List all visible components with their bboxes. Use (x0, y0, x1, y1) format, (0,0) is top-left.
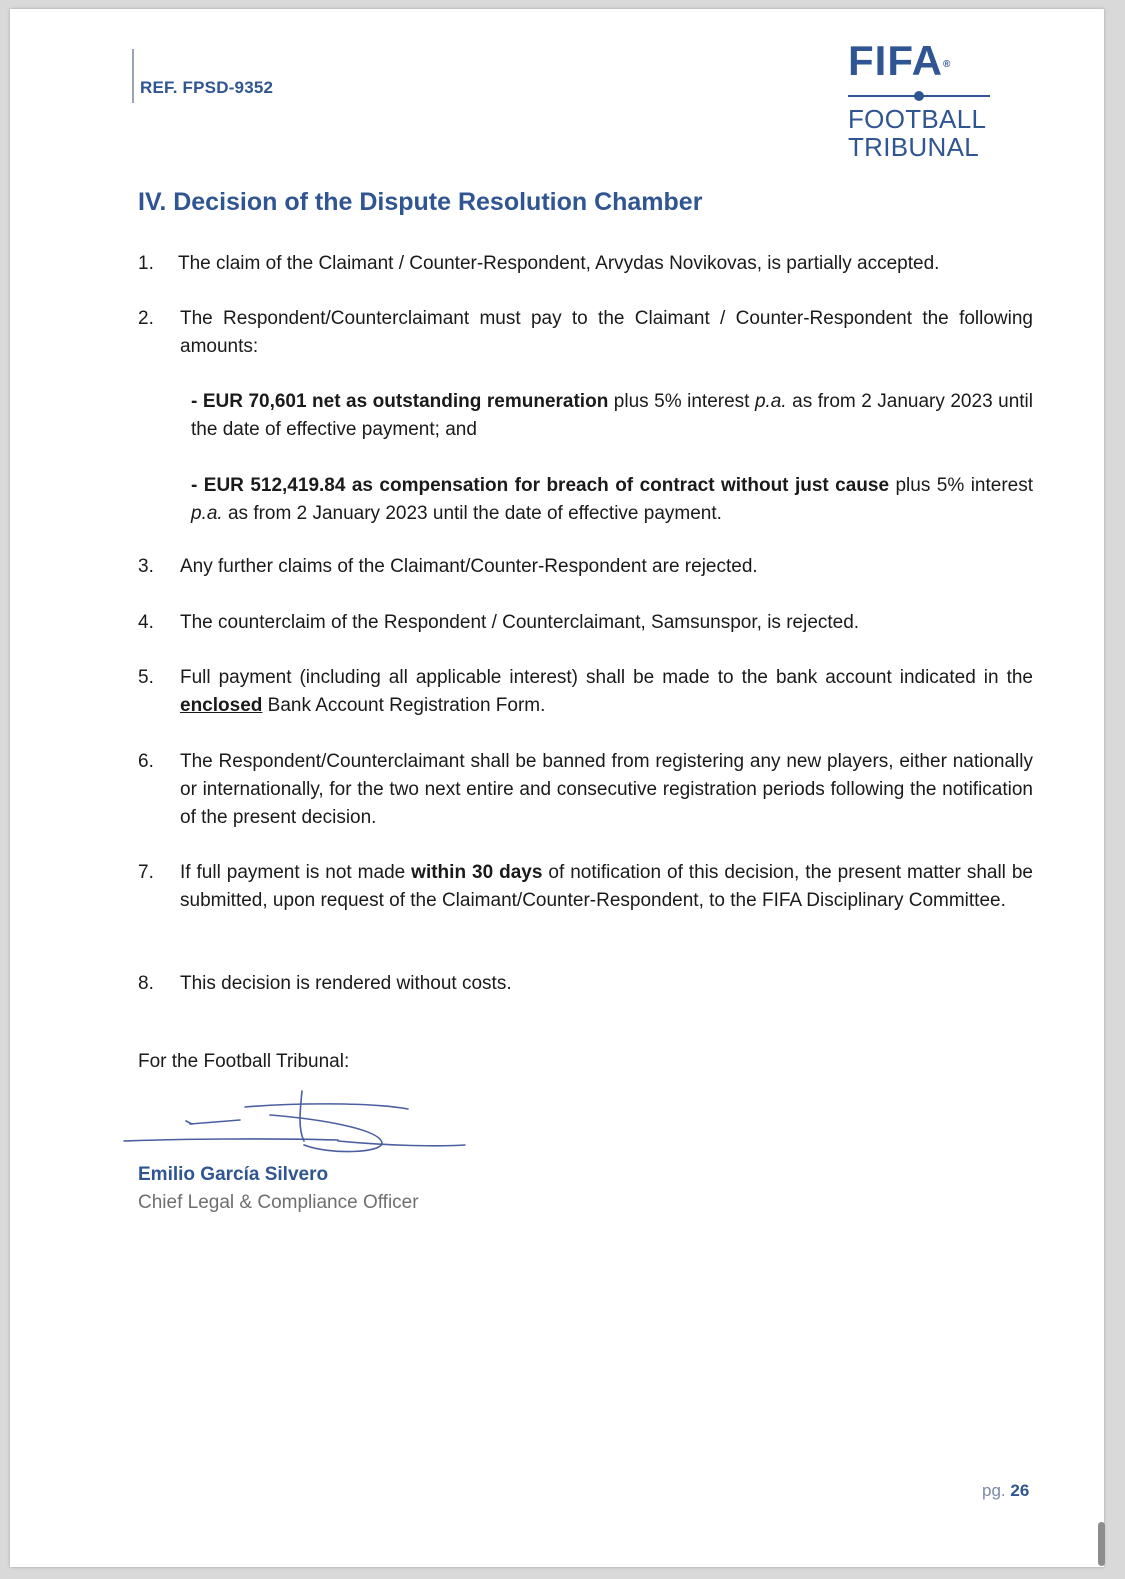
decision-item-7: 7. If full payment is not made within 30 days of notification of this decision, the present matter shall be submitted, upon request of the Claimant/Counter-Respondent, to the FIFA Disciplinary Committee. (138, 862, 1033, 911)
logo-divider (848, 95, 990, 97)
decision-item-2: 2. The Respondent/Counterclaimant must pay to the Claimant / Counter-Respondent the following amounts: (138, 308, 1033, 357)
fifa-football-tribunal-logo (848, 39, 998, 161)
page-number: pg. 26 (982, 1481, 1030, 1500)
decision-item-3: 3. Any further claims of the Claimant/Counter-Respondent are rejected. (138, 556, 758, 577)
decision-item-8: 8. This decision is rendered without costs. (138, 973, 512, 994)
decision-item-6: 6. The Respondent/Counterclaimant shall be banned from registering any new players, either nationally or internationally, for the two next entire and consecutive registration periods following the notification of the present decision. (138, 751, 1033, 828)
logo-tribunal: TRIBUNAL (848, 132, 979, 162)
decision-item-1: 1. The claim of the Claimant / Counter-Respondent, Arvydas Novikovas, is partially accepted. (138, 253, 940, 274)
decision-item-5: 5. Full payment (including all applicable interest) shall be made to the bank account indicated in the enclosed Bank Account Registration Form. (138, 667, 1033, 716)
logo-dot-icon (914, 91, 924, 101)
section-heading: IV. Decision of the Dispute Resolution Chamber (138, 188, 703, 216)
decision-item-4: 4. The counterclaim of the Respondent / Counterclaimant, Samsunspor, is rejected. (138, 612, 860, 633)
signatory-title: Chief Legal & Compliance Officer (138, 1192, 419, 1213)
scrollbar-thumb[interactable] (1098, 1522, 1105, 1566)
signatory-name: Emilio García Silvero (138, 1164, 329, 1185)
document-page (10, 9, 1104, 1567)
logo-fifa-text: FIFA® (848, 37, 952, 84)
ref-divider (132, 49, 134, 103)
reference-number: REF. FPSD-9352 (140, 78, 274, 97)
amount-outstanding-remuneration: - EUR 70,601 net as outstanding remuneration plus 5% interest p.a. as from 2 January 2023 until the date of effective payment; and (191, 391, 1033, 440)
amount-compensation: - EUR 512,419.84 as compensation for breach of contract without just cause plus 5% interest p.a. as from 2 January 2023 until the date of effective payment. (191, 475, 1033, 524)
logo-football: FOOTBALL (848, 104, 987, 134)
signature-for-label: For the Football Tribunal: (138, 1051, 350, 1072)
registered-mark: ® (943, 59, 952, 70)
